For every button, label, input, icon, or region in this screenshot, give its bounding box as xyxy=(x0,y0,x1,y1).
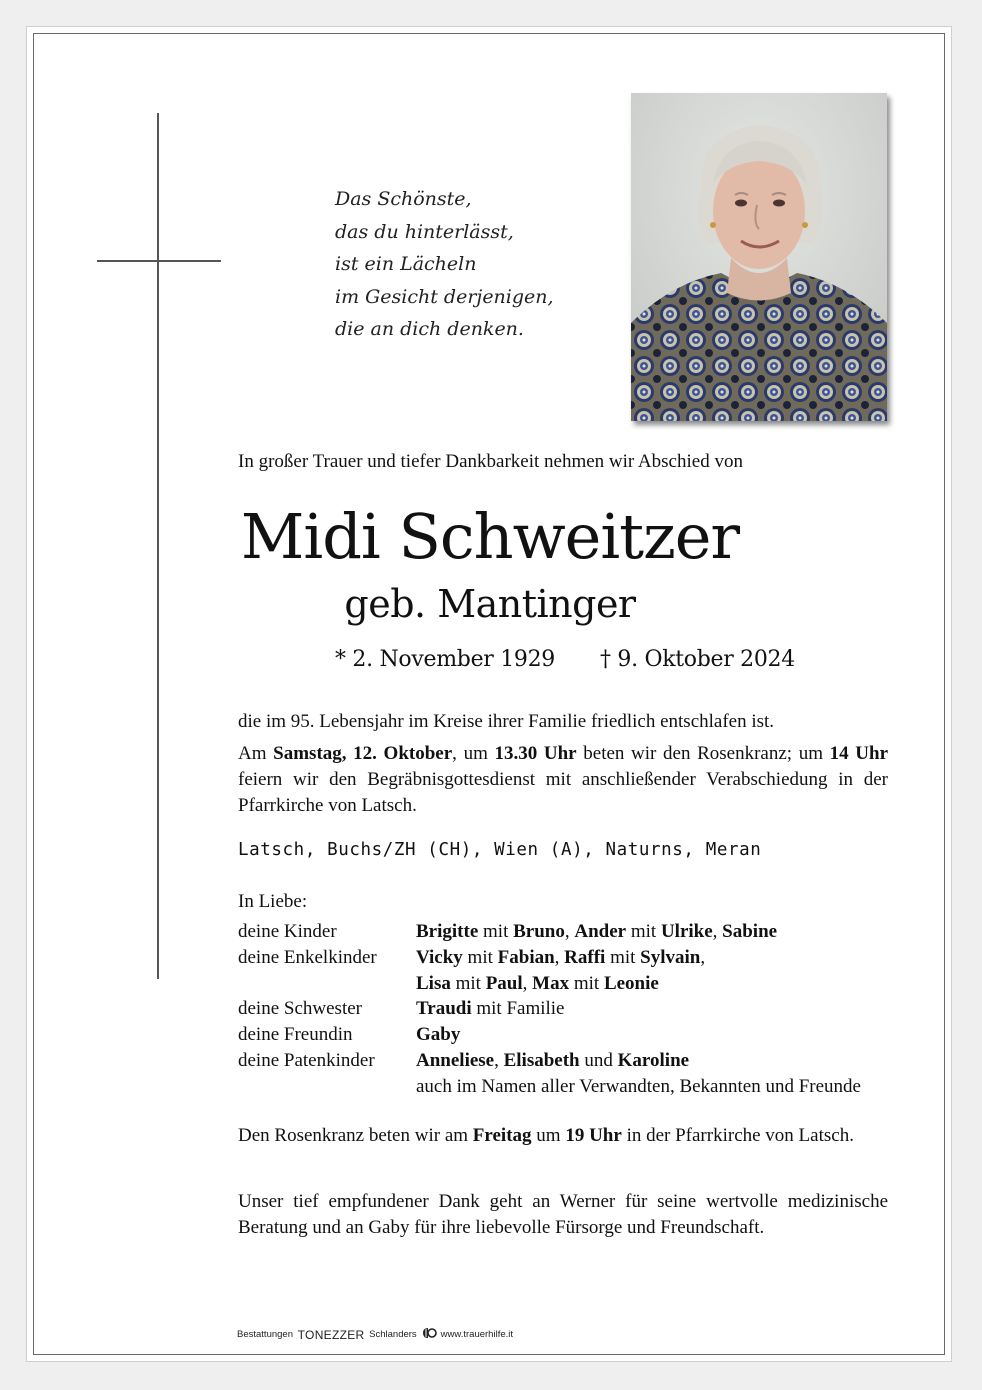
places: Latsch, Buchs/ZH (CH), Wien (A), Naturns, Meran xyxy=(238,840,762,860)
service-info xyxy=(238,741,888,819)
family-member-name: Traudi xyxy=(416,998,472,1020)
family-row xyxy=(238,1074,861,1100)
portrait-image xyxy=(631,93,887,421)
family-member-name: Sabine xyxy=(722,921,778,942)
service-text: Am xyxy=(238,743,274,764)
family-member-name: Lisa xyxy=(416,972,451,994)
footer-prefix: Bestattungen xyxy=(237,1329,293,1340)
thanks-text: Unser tief empfundener Dank geht an Werner für seine wertvolle medizinische Beratung und an Gaby für ihre liebevolle Fürsorge und Freundschaft. xyxy=(238,1191,888,1238)
poem-line: ist ein Lächeln xyxy=(335,253,477,276)
trauerhilfe-logo-icon xyxy=(421,1327,437,1342)
family-connector: , xyxy=(494,1049,504,1071)
family-member-name: Raffi xyxy=(564,946,606,968)
family-connector: mit xyxy=(462,946,498,968)
poem-line: das du hinterlässt, xyxy=(335,220,514,243)
family-member-name: Gaby xyxy=(416,1024,461,1046)
family-relation xyxy=(238,971,416,997)
family-member-name: Ander xyxy=(574,921,627,942)
family-connector: mit xyxy=(626,921,661,942)
service-text: , um xyxy=(452,743,495,764)
family-member-name: Vicky xyxy=(416,946,463,968)
family-members xyxy=(416,919,777,945)
love-title: In Liebe: xyxy=(238,891,308,912)
poem xyxy=(335,183,554,346)
family-row xyxy=(238,971,861,997)
family-row xyxy=(238,1022,861,1048)
passing-text: die im 95. Lebensjahr im Kreise ihrer Familie friedlich entschlafen ist. xyxy=(238,711,775,732)
family-members xyxy=(416,945,705,971)
cross-icon-horizontal xyxy=(97,260,221,262)
family-row xyxy=(238,1048,861,1074)
family-relation: deine Enkelkinder xyxy=(238,946,377,968)
family-list xyxy=(238,919,861,1100)
footer-suffix: Schlanders xyxy=(369,1329,417,1340)
family-row xyxy=(238,996,861,1022)
birth-date: * 2. November 1929 xyxy=(335,647,555,672)
family-relation: deine Schwester xyxy=(238,998,362,1020)
footer-brand: TONEZZER xyxy=(297,1327,365,1342)
rosary-day: Freitag xyxy=(472,1125,532,1146)
family-connector: mit xyxy=(605,946,641,968)
deceased-name: Midi Schweitzer xyxy=(240,500,740,573)
rosary-text: um xyxy=(531,1125,566,1146)
rosary-text: in der Pfarrkirche von Latsch. xyxy=(621,1125,854,1146)
portrait-photo xyxy=(631,93,887,421)
service-text: feiern wir den Begräbnisgottesdienst mit anschließender Verabschiedung in der Pfarrkirche von Latsch. xyxy=(238,769,888,816)
family-member-name: Max xyxy=(532,972,570,994)
family-member-name: Elisabeth xyxy=(503,1049,580,1071)
family-connector: , xyxy=(564,921,575,942)
family-connector: mit xyxy=(569,972,604,994)
family-connector: , xyxy=(554,946,565,968)
family-member-name: Sylvain xyxy=(640,946,701,968)
death-date: † 9. Oktober 2024 xyxy=(600,647,795,672)
family-members xyxy=(416,996,565,1022)
service-mass-time: 14 Uhr xyxy=(829,743,889,764)
family-members xyxy=(416,1022,460,1048)
family-row xyxy=(238,945,861,971)
rosary-time: 19 Uhr xyxy=(565,1125,622,1146)
family-connector: , xyxy=(522,972,533,994)
family-relation: deine Kinder xyxy=(238,921,337,942)
maiden-name: geb. Mantinger xyxy=(344,582,636,626)
poem-line: Das Schönste, xyxy=(335,188,472,210)
service-rosary-time: 13.30 Uhr xyxy=(494,743,577,764)
family-connector: auch im Namen aller Verwandten, Bekannten und Freunde xyxy=(416,1075,861,1097)
poem-line: die an dich denken. xyxy=(335,318,524,341)
service-text: beten wir den Rosenkranz; um xyxy=(576,743,830,764)
family-connector: , xyxy=(712,921,723,942)
family-member-name: Anneliese xyxy=(416,1049,495,1071)
family-member-name: Leonie xyxy=(603,972,659,994)
family-connector: mit xyxy=(450,972,486,994)
family-members xyxy=(416,971,659,997)
family-connector: , xyxy=(700,946,706,968)
service-day: Samstag, 12. Oktober xyxy=(273,743,453,764)
family-relation: deine Freundin xyxy=(238,1024,353,1046)
family-connector: mit Familie xyxy=(471,998,565,1020)
family-relation: deine Patenkinder xyxy=(238,1049,375,1071)
family-connector: und xyxy=(579,1049,618,1071)
rosary-info xyxy=(238,1123,888,1149)
obituary-sheet xyxy=(26,26,952,1362)
family-members xyxy=(416,1074,861,1100)
family-relation xyxy=(238,1074,416,1100)
poem-line: im Gesicht derjenigen, xyxy=(335,285,554,308)
family-member-name: Brigitte xyxy=(416,921,479,942)
family-connector: mit xyxy=(478,921,514,942)
footer-url: www.trauerhilfe.it xyxy=(440,1329,514,1340)
family-member-name: Fabian xyxy=(497,946,555,968)
rosary-text: Den Rosenkranz beten wir am xyxy=(238,1125,473,1146)
family-member-name: Ulrike xyxy=(660,921,713,942)
family-members xyxy=(416,1048,689,1074)
family-member-name: Karoline xyxy=(617,1049,690,1071)
footer xyxy=(237,1327,513,1342)
family-member-name: Bruno xyxy=(513,921,565,942)
family-member-name: Paul xyxy=(485,972,523,994)
family-row xyxy=(238,919,861,945)
intro-text: In großer Trauer und tiefer Dankbarkeit nehmen wir Abschied von xyxy=(238,451,743,472)
